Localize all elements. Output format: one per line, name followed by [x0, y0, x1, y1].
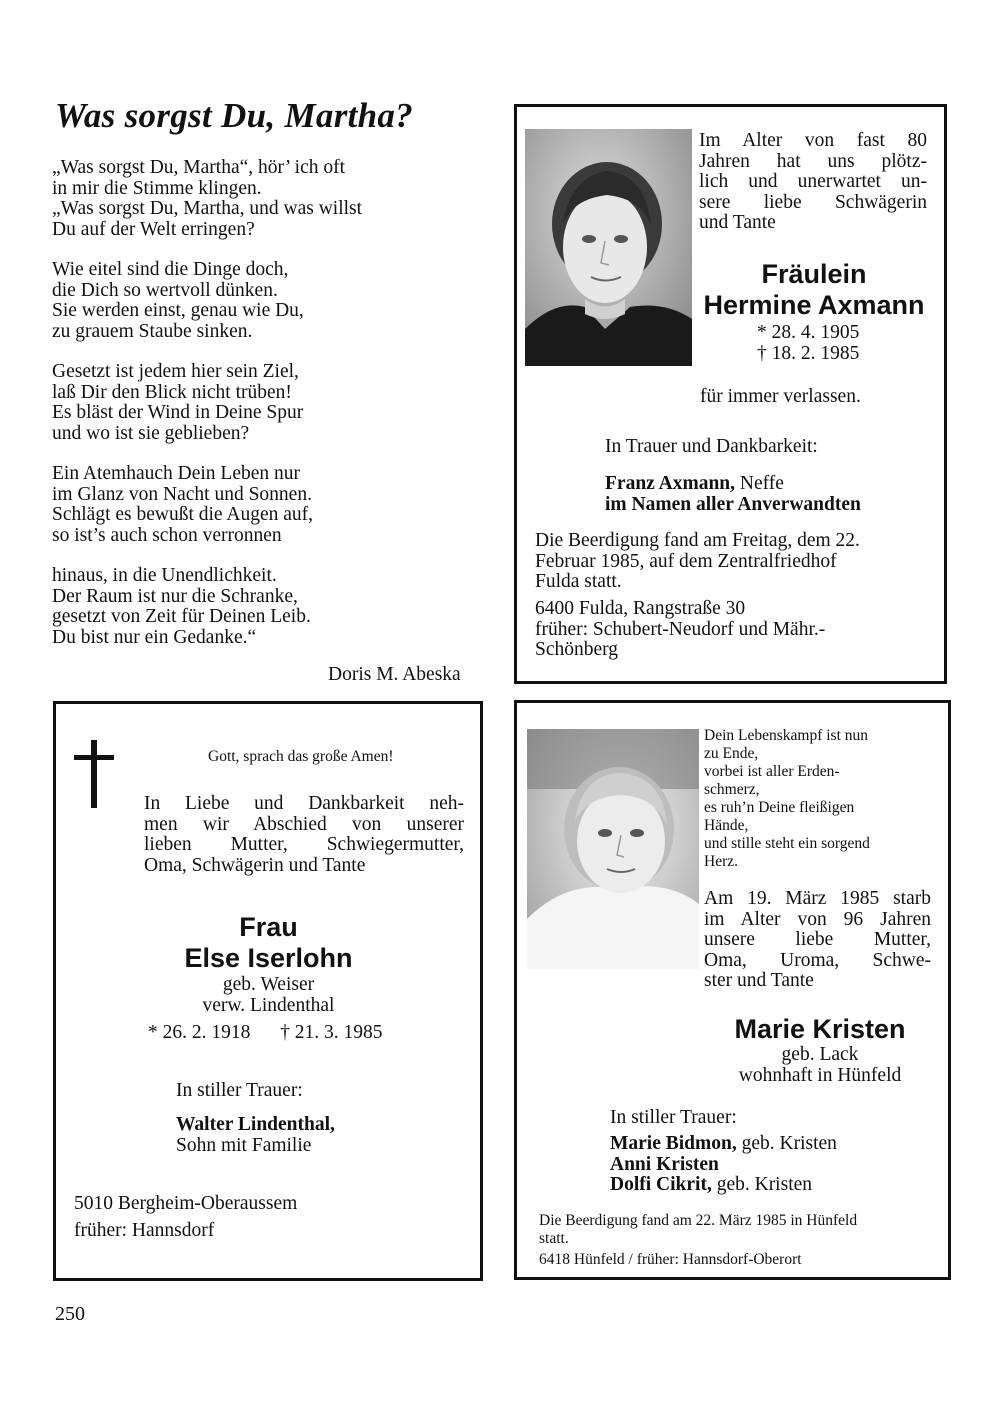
poem-line: laß Dir den Blick nicht trüben!	[52, 381, 292, 403]
poem-line: im Glanz von Nacht und Sonnen.	[52, 483, 312, 505]
mourner-name: Dolfi Cikrit,	[610, 1174, 712, 1195]
obituary-axmann	[514, 104, 947, 684]
poem-title: Was sorgst Du, Martha?	[55, 96, 414, 135]
mourning-heading: In Trauer und Dankbarkeit:	[605, 436, 818, 457]
deceased-name	[689, 259, 939, 321]
intro-line: ster und Tante	[704, 970, 814, 991]
poem-line: Es bläst der Wind in Deine Spur	[52, 402, 304, 423]
mourners	[610, 1134, 837, 1196]
name-title: Frau	[239, 912, 298, 942]
mourner-line	[605, 474, 861, 495]
intro-line: men wir Abschied von unserer	[144, 813, 464, 835]
obituary-iserlohn	[53, 701, 483, 1281]
poem-stanza	[52, 464, 492, 546]
intro-line: In Liebe und Dankbarkeit neh-	[144, 793, 464, 814]
poem-line: Ein Atemhauch Dein Leben nur	[52, 463, 301, 484]
mourner-name: Anni Kristen	[610, 1153, 719, 1175]
memorial-verse	[704, 727, 870, 871]
deceased-block	[695, 1014, 945, 1086]
mourner-name: Franz Axmann,	[605, 473, 736, 494]
mourning-heading: In stiller Trauer:	[176, 1080, 303, 1101]
intro-line: im Alter von 96 Jahren	[704, 908, 931, 930]
poem-line: so ist’s auch schon verronnen	[52, 524, 282, 546]
death-date: † 18. 2. 1985	[757, 342, 860, 364]
mourner-relation: Sohn mit Familie	[176, 1134, 312, 1156]
poem-line: zu grauem Staube sinken.	[52, 320, 253, 342]
intro-line: unsere liebe Mutter,	[704, 929, 931, 950]
funeral-line: statt.	[539, 1230, 569, 1247]
verse-line: und stille steht ein sorgend	[704, 835, 870, 852]
verse-line: vorbei ist aller Erden-	[704, 763, 840, 780]
poem-line: in mir die Stimme klingen.	[52, 177, 262, 199]
life-dates	[757, 323, 859, 364]
maiden-names	[146, 975, 391, 1016]
poem-stanza	[52, 566, 492, 648]
poem-line: hinaus, in die Unendlichkeit.	[52, 565, 277, 586]
intro-line: Am 19. März 1985 starb	[704, 888, 931, 909]
verse-line: Dein Lebenskampf ist nun	[704, 727, 869, 744]
intro-line: und Tante	[699, 212, 776, 233]
funeral-info	[539, 1212, 857, 1248]
life-dates	[148, 1023, 383, 1044]
poem-stanza	[52, 158, 492, 240]
nee-name: geb. Lack	[781, 1044, 859, 1065]
mourner-line	[610, 1134, 837, 1155]
announcement-intro	[144, 794, 464, 876]
poem-line: die Dich so wertvoll dünken.	[52, 279, 278, 301]
closing-line: für immer verlassen.	[700, 386, 861, 407]
poem-line: „Was sorgst Du, Martha“, hör’ ich oft	[52, 157, 346, 178]
address	[535, 599, 825, 661]
intro-line: Jahren hat uns plötz-	[699, 150, 927, 172]
poem-line: gesetzt von Zeit für Deinen Leib.	[52, 606, 311, 627]
mourner-relation: geb. Kristen	[736, 1133, 837, 1154]
poem-line: Schlägt es bewußt die Augen auf,	[52, 504, 314, 525]
poem-stanza	[52, 362, 492, 444]
funeral-line: Die Beerdigung fand am 22. März 1985 in Hünfeld	[539, 1212, 858, 1229]
portrait-photo-kristen	[527, 729, 699, 969]
address-line: 5010 Bergheim-Oberaussem	[74, 1193, 298, 1214]
poem-line: Sie werden einst, genau wie Du,	[52, 300, 304, 321]
portrait-photo-axmann	[525, 129, 692, 366]
address-line: Schönberg	[535, 639, 619, 660]
poem-line: Gesetzt ist jedem hier sein Ziel,	[52, 361, 299, 382]
mourners	[176, 1115, 335, 1156]
birth-date: * 26. 2. 1918	[148, 1022, 251, 1043]
residence: wohnhaft in Hünfeld	[738, 1064, 902, 1086]
poem-line: Du bist nur ein Gedanke.“	[52, 626, 257, 648]
poem-line: „Was sorgst Du, Martha, und was willst	[52, 198, 363, 219]
poem-body	[52, 158, 492, 668]
intro-line: Oma, Schwägerin und Tante	[144, 854, 366, 876]
funeral-line: Fulda statt.	[535, 571, 622, 592]
mourner-relation: Neffe	[735, 473, 784, 494]
funeral-line: Februar 1985, auf dem Zentralfriedhof	[535, 550, 837, 572]
name-title: Fräulein	[761, 259, 867, 289]
mourning-heading: In stiller Trauer:	[610, 1107, 737, 1128]
poem-line: Der Raum ist nur die Schranke,	[52, 585, 298, 607]
motto: Gott, sprach das große Amen!	[208, 748, 394, 765]
mourner-name: Marie Bidmon,	[610, 1133, 737, 1154]
intro-line: sere liebe Schwägerin	[699, 191, 927, 213]
poem-line: Du auf der Welt erringen?	[52, 218, 255, 240]
mourner-line: im Namen aller Anverwandten	[605, 493, 861, 515]
mourner-relation: geb. Kristen	[711, 1174, 813, 1195]
funeral-info	[535, 531, 860, 593]
deceased-name	[146, 912, 391, 974]
address-line: früher: Hannsdorf	[74, 1219, 215, 1241]
funeral-line: Die Beerdigung fand am Freitag, dem 22.	[535, 530, 860, 551]
intro-line: lich und unerwartet un-	[699, 171, 927, 192]
poem-stanza	[52, 260, 492, 342]
death-date: † 21. 3. 1985	[280, 1022, 383, 1043]
cross-icon	[74, 740, 114, 815]
deceased-name: Marie Kristen	[734, 1014, 906, 1044]
verse-line: Hände,	[704, 817, 749, 834]
mourner-line	[610, 1175, 837, 1196]
announcement-intro	[699, 131, 927, 234]
mourner-line	[610, 1155, 837, 1176]
intro-line: Oma, Uroma, Schwe-	[704, 949, 931, 971]
intro-line: Im Alter von fast 80	[699, 130, 927, 151]
announcement-intro	[704, 889, 931, 992]
mourner-name: Walter Lindenthal,	[176, 1114, 335, 1135]
name-full: Else Iserlohn	[184, 943, 353, 973]
verse-line: Herz.	[704, 853, 738, 870]
name-full: Hermine Axmann	[703, 290, 925, 320]
mourners	[605, 474, 861, 515]
address-line: früher: Schubert-Neudorf und Mähr.-	[535, 618, 826, 640]
verse-line: schmerz,	[704, 781, 760, 798]
nee-name: geb. Weiser	[222, 974, 315, 995]
verse-line: es ruh’n Deine fleißigen	[704, 799, 855, 816]
birth-date: * 28. 4. 1905	[757, 322, 860, 343]
verse-line: zu Ende,	[704, 745, 759, 762]
intro-line: lieben Mutter, Schwiegermutter,	[144, 834, 464, 855]
poem-line: Wie eitel sind die Dinge doch,	[52, 259, 289, 280]
widowed-name: verw. Lindenthal	[202, 994, 335, 1016]
address	[74, 1194, 297, 1241]
address: 6418 Hünfeld / früher: Hannsdorf-Oberort	[539, 1251, 802, 1268]
obituary-kristen	[514, 700, 951, 1280]
page-number: 250	[55, 1303, 85, 1325]
poem-line: und wo ist sie geblieben?	[52, 422, 250, 444]
address-line: 6400 Fulda, Rangstraße 30	[535, 598, 746, 619]
poem-author: Doris M. Abeska	[328, 664, 461, 685]
